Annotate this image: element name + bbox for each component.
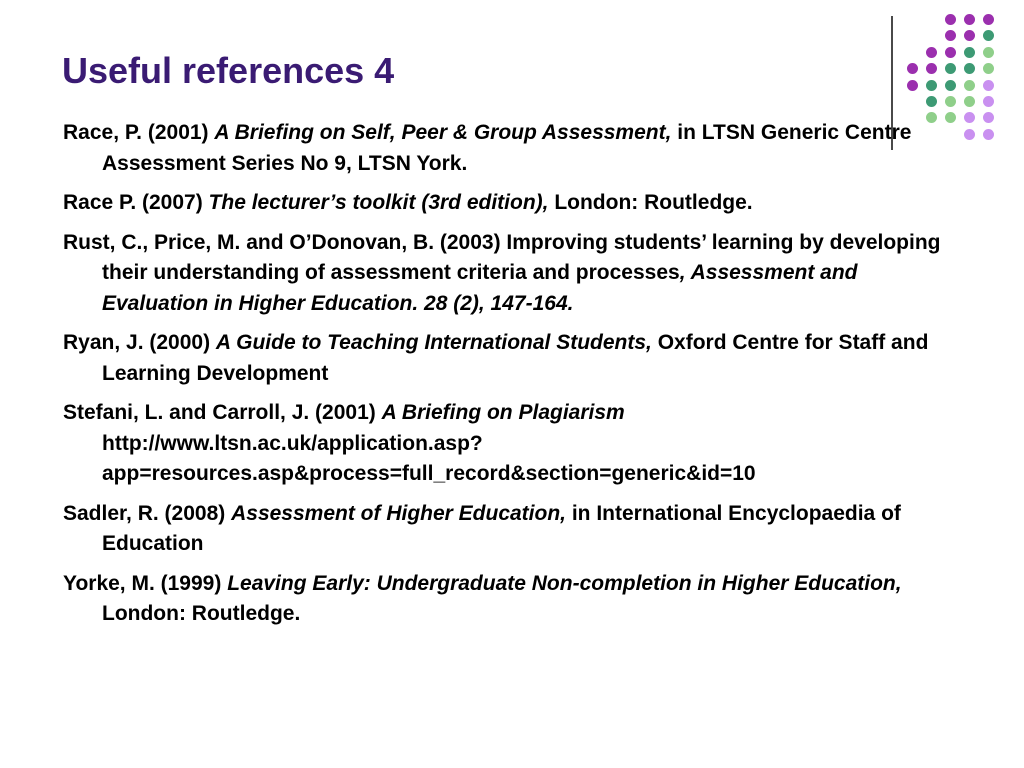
decorative-dot (983, 80, 994, 91)
decorative-dot (926, 63, 937, 74)
reference-authors: Yorke, M. (1999) (63, 571, 228, 595)
decorative-dot (964, 47, 975, 58)
decorative-dot (964, 96, 975, 107)
decorative-dot (983, 30, 994, 41)
reference-item-race-2007 (63, 188, 968, 219)
reference-authors: Stefani, L. and Carroll, J. (2001) (63, 401, 382, 424)
decorative-dot (907, 63, 918, 74)
decorative-dot (945, 80, 956, 91)
decorative-dot (983, 129, 994, 140)
reference-authors: Race, P. (2001) (63, 121, 215, 144)
reference-title: , Assessment and Evaluation in Higher Education. 28 (2), 147-164. (102, 261, 858, 315)
reference-item-yorke-1999 (63, 569, 968, 630)
reference-details: London: Routledge. (548, 191, 753, 214)
decorative-dot (945, 63, 956, 74)
decorative-dot (945, 96, 956, 107)
decorative-dot (983, 14, 994, 25)
decorative-dot (926, 96, 937, 107)
reference-item-race-2001 (63, 118, 968, 179)
decorative-dot (907, 80, 918, 91)
decorative-dot (964, 30, 975, 41)
reference-item-ryan-2000 (63, 328, 968, 389)
reference-title: A Guide to Teaching International Students, (215, 331, 652, 354)
reference-authors: Ryan, J. (2000) (63, 331, 216, 354)
reference-authors: Sadler, R. (2008) (63, 501, 232, 525)
reference-details: http://www.ltsn.ac.uk/application.asp?app=resources.asp&process=full_record&section=generic&id=10 (102, 431, 756, 485)
decorative-dot (945, 14, 956, 25)
reference-list (63, 118, 968, 639)
reference-authors: Rust, C., Price, M. and O’Donovan, B. (2003) Improving students’ learning by developing their understanding of assessment criteria and processes (63, 230, 941, 284)
reference-details: in LTSN Generic Centre Assessment Series No 9, LTSN York. (102, 121, 912, 175)
reference-details: in International Encyclopaedia of Education (102, 501, 901, 555)
decorative-dot (964, 80, 975, 91)
decorative-dot (983, 47, 994, 58)
reference-authors: Race P. (2007) (63, 191, 209, 214)
reference-details: Oxford Centre for Staff and Learning Development (102, 331, 929, 385)
reference-title: The lecturer’s toolkit (3rd edition), (208, 191, 549, 214)
reference-title: A Briefing on Self, Peer & Group Assessment, (214, 121, 672, 144)
decorative-dot (964, 14, 975, 25)
reference-item-stefani-2001 (63, 398, 968, 490)
decorative-dot (983, 112, 994, 123)
slide-title: Useful references 4 (62, 50, 395, 91)
decorative-dot (983, 96, 994, 107)
reference-item-rust-2003 (63, 228, 968, 320)
decorative-dot (926, 47, 937, 58)
decorative-dot (926, 80, 937, 91)
decorative-dot (964, 63, 975, 74)
reference-title: Leaving Early: Undergraduate Non-completion in Higher Education, (227, 571, 902, 595)
decorative-dot (945, 30, 956, 41)
decorative-dot (983, 63, 994, 74)
reference-item-sadler-2008 (63, 499, 968, 560)
reference-title: Assessment of Higher Education, (231, 501, 566, 525)
decorative-dot (945, 47, 956, 58)
reference-details: London: Routledge. (102, 602, 301, 625)
reference-title: A Briefing on Plagiarism (381, 401, 625, 424)
